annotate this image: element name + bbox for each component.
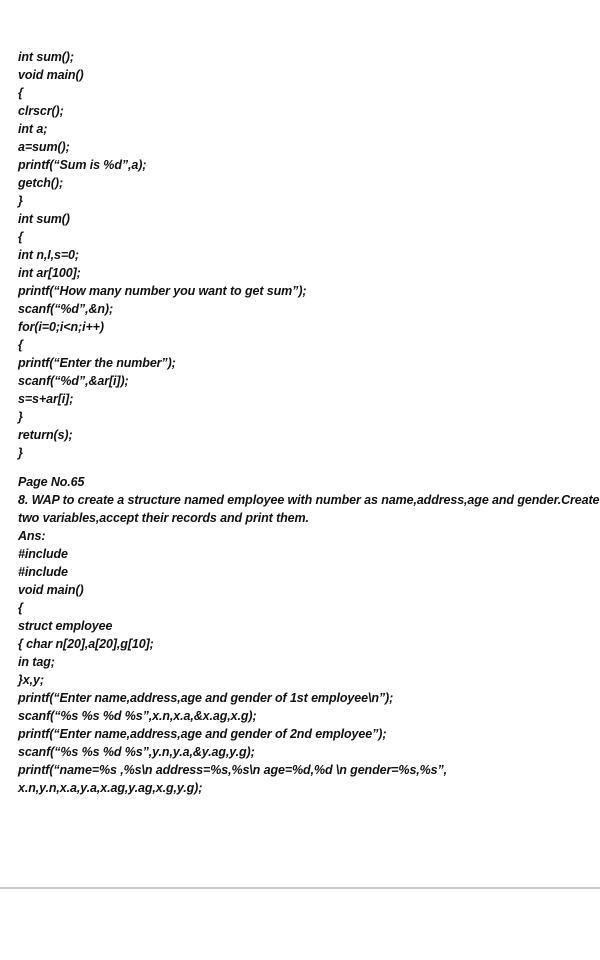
page-number: Page No.65: [18, 475, 85, 489]
page-divider: [0, 887, 600, 889]
code-line: printf(“Sum is %d”,a);: [18, 158, 147, 172]
code-line: void main(): [18, 68, 84, 82]
code-block-sum-program: [18, 48, 306, 462]
question-text-line-1: 8. WAP to create a structure named employee with number as name,address,age and gender.Create: [18, 493, 600, 507]
code-line: { char n[20],a[20],g[10];: [18, 637, 154, 651]
question-text-line-2: two variables,accept their records and print them.: [18, 511, 309, 525]
code-line: #include: [18, 547, 68, 561]
code-line: clrscr();: [18, 104, 64, 118]
code-line: int n,I,s=0;: [18, 248, 79, 262]
code-line: {: [18, 230, 23, 244]
code-line: {: [18, 601, 23, 615]
code-line: void main(): [18, 583, 84, 597]
code-line: in tag;: [18, 655, 55, 669]
code-line: int a;: [18, 122, 48, 136]
code-line: #include: [18, 565, 68, 579]
code-line: x.n,y.n,x.a,y.a,x.ag,y.ag,x.g,y.g);: [18, 781, 203, 795]
code-line: printf(“How many number you want to get sum”);: [18, 284, 307, 298]
code-line: a=sum();: [18, 140, 70, 154]
code-line: printf(“name=%s ,%s\n address=%s,%s\n age=%d,%d \n gender=%s,%s”,: [18, 763, 448, 777]
code-line: scanf(“%s %s %d %s”,x.n,x.a,&x.ag,x.g);: [18, 709, 257, 723]
code-line: printf(“Enter name,address,age and gender of 1st employee\n”);: [18, 691, 394, 705]
code-block-employee-program: [18, 545, 599, 797]
code-line: s=s+ar[i];: [18, 392, 74, 406]
code-line: scanf(“%d”,&ar[i]);: [18, 374, 129, 388]
code-line: printf(“Enter name,address,age and gender of 2nd employee”);: [18, 727, 387, 741]
code-line: struct employee: [18, 619, 113, 633]
code-line: return(s);: [18, 428, 73, 442]
code-line: int sum();: [18, 50, 74, 64]
code-line: }x,y;: [18, 673, 44, 687]
answer-label: Ans:: [18, 529, 46, 543]
code-line: scanf(“%d”,&n);: [18, 302, 114, 316]
code-line: printf(“Enter the number”);: [18, 356, 176, 370]
code-line: getch();: [18, 176, 64, 190]
code-line: }: [18, 410, 23, 424]
code-line: }: [18, 194, 23, 208]
code-line: scanf(“%s %s %d %s”,y.n,y.a,&y.ag,y.g);: [18, 745, 255, 759]
code-line: }: [18, 446, 23, 460]
code-line: {: [18, 338, 23, 352]
code-line: {: [18, 86, 23, 100]
code-line: int ar[100];: [18, 266, 81, 280]
code-line: for(i=0;i<n;i++): [18, 320, 104, 334]
question-8-section: [18, 473, 599, 797]
code-line: int sum(): [18, 212, 70, 226]
